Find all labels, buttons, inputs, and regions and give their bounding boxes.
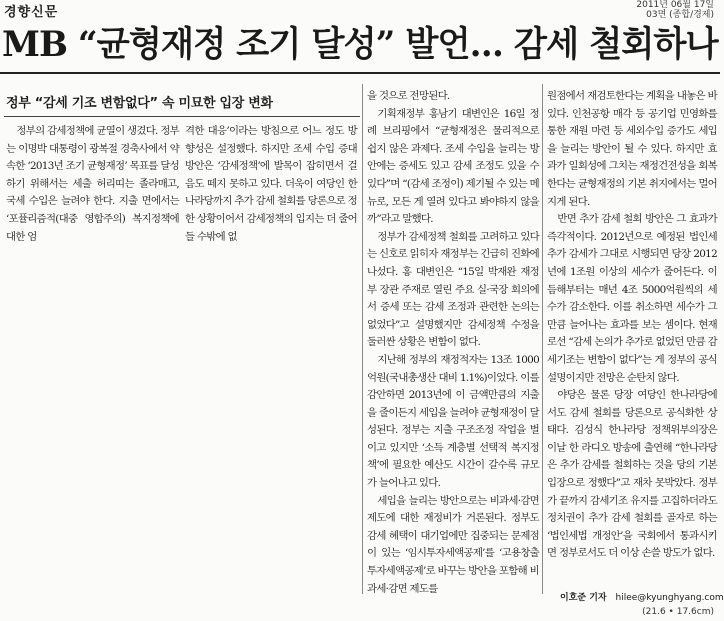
- headline-rule: [0, 72, 720, 74]
- column-divider: [362, 84, 363, 594]
- paragraph: 원점에서 재검토한다는 계획을 내놓은 바 있다. 인천공항 매각 등 공기업 민영화를 통한 재원 마련 등 세외수입 증가도 세입을 늘리는 방안이 될 수 있다. 하지만 효과가 일회성에 그치는 재정건전성을 회복한다는 균형재정의 기본 취지에서는 멀어지게 된다.: [547, 90, 717, 208]
- paragraph: 을 것으로 전망된다.: [367, 90, 450, 102]
- paragraph: 야당은 물론 당장 여당인 한나라당에서도 감세 철회를 당론으로 공식화한 상태다. 김성식 한나라당 정책위부의장은 이날 한 라디오 방송에 출연해 “한나라당은 추가 감세를 철회하는 것을 당의 기본 입장으로 정했다”고 재차 못박았다. 정부가 끝까지 감세기조 유지를 고집하더라도 정치권이 추가 감세 철회를 골자로 하는 ‘법인세법 개정안’을 국회에서 통과시키면 정부로서도 더 이상 손쓸 방도가 없다.: [547, 389, 717, 560]
- paragraph: 정부의 감세정책에 균열이 생겼다. 정부는 이명박 대통령이 광복절 경축사에서 약속한 ‘2013년 조기 균형재정’ 목표를 달성하기 위해서는 세출 허리띠는 졸라매고, 국세 수입은 늘려야 한다. 지출 면에서는 ‘포퓰리즘적(대중 영합주의) 복지정책에 대한 엄: [6, 125, 179, 243]
- byline: [560, 590, 724, 603]
- article-headline: MB “균형재정 조기 달성” 발언… 감세 철회하나: [2, 24, 718, 65]
- top-bar: [0, 0, 720, 20]
- newspaper-masthead: 경향신문: [4, 5, 59, 20]
- paragraph: 세입을 늘리는 방안으로는 비과세·감면 제도에 대한 재정비가 거론된다. 정부도 감세 혜택이 대기업에만 집중되는 문제점이 있는 ‘임시투자세액공제’를 ‘고용창출투자세액공제’로 바꾸는 방안을 포함해 비과세·감면 제도를: [367, 494, 539, 595]
- article-column-3: [367, 88, 539, 595]
- publication-info: [636, 0, 714, 20]
- article-subhead: 정부 “감세 기조 변함없다” 속 미묘한 입장 변화: [6, 96, 273, 111]
- article-size: (21.6 • 17.6cm): [642, 607, 714, 617]
- paragraph: 정부가 감세정책 철회를 고려하고 있다는 신호로 읽히자 재정부는 긴급히 진화에 나섰다. 홍 대변인은 “15일 박재완 재정부 장관 주재로 열린 주요 실·국장 회의에서 증세 또는 감세 조정과 관련한 논의는 없었다”고 설명했지만 감세정책 수정을 둘러싼 상황은 변함이 없다.: [367, 230, 539, 349]
- paragraph: 지난해 정부의 재정적자는 13조 1000억원(국내총생산 대비 1.1%)이었다. 이를 감안하면 2013년에 이 금액만큼의 지출을 줄이든지 세입을 늘려야 균형재정이 달성된다. 정부는 지출 구조조정 작업을 벌이고 있지만 ‘소득 계층별 선택적 복지정책’에 필요한 예산도 시간이 갈수록 규모가 늘어나고 있다.: [367, 353, 539, 490]
- reporter-name: 이호준 기자: [560, 593, 607, 603]
- page-section: 03면 (종합/경제): [646, 10, 714, 20]
- reporter-email: hilee@kyunghyang.com: [615, 593, 724, 603]
- publication-date: 2011년 06월 17일: [636, 0, 714, 10]
- paragraph: 반면 추가 감세 철회 방안은 그 효과가 즉각적이다. 2012년으로 예정된 법인세 추가 감세가 그대로 시행되면 당장 2012년에 1조원 이상의 세수가 줄어든다. 이듬해부터는 매년 4조 5000억원씩의 세수가 감소한다. 이를 취소하면 세수가 그만큼 늘어나는 효과를 보는 셈이다. 현재로선 “감세 논의가 추가로 없었던 만큼 감세기조는 변함이 없다”는 게 정부의 공식 설명이지만 전망은 순탄치 않다.: [547, 213, 717, 384]
- column-divider: [542, 84, 543, 594]
- subhead-rule: [4, 116, 360, 117]
- article-column-1: [6, 123, 179, 303]
- paragraph: 격한 대응’이라는 방침으로 어느 정도 방향성은 설정했다. 하지만 조세 수입 증대 방안은 ‘감세정책’에 발목이 잡히면서 걸음도 떼지 못하고 있다. 더욱이 여당인 한나라당까지 추가 감세 철회를 당론으로 정한 상황이어서 감세정책의 입지는 더 줄어들 수밖에 없: [185, 125, 357, 243]
- paragraph: 기획재정부 홍남기 대변인은 16일 정례 브리핑에서 “균형재정은 물리적으로 쉽지 않은 과제다. 조세 수입을 늘리는 방안에는 증세도 있고 감세 조정도 있을 수 있다”며 “(감세 조정이) 제기될 수 있는 메뉴로, 모든 게 열려 있다고 봐야하지 않을까”라고 말했다.: [367, 107, 539, 226]
- article-column-2: [185, 123, 357, 303]
- article-column-4: [547, 88, 717, 608]
